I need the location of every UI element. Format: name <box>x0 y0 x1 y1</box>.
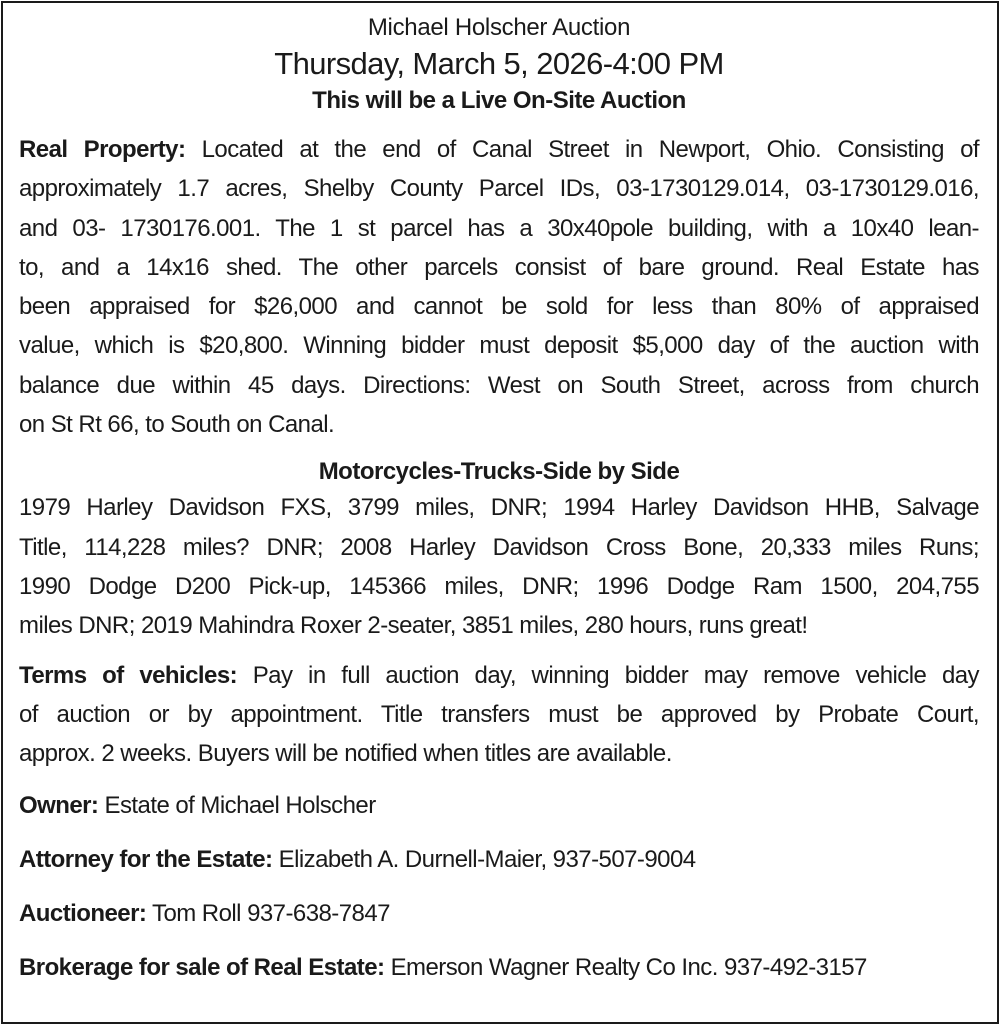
vehicles-line-2: Title, 114,228 miles? DNR; 2008 Harley Davidson Cross Bone, 20,333 miles Runs; <box>19 533 979 561</box>
real-property-line-2: approximately 1.7 acres, Shelby County Parcel IDs, 03-1730129.014, 03-1730129.016, <box>19 175 979 203</box>
brokerage-value: Emerson Wagner Realty Co Inc. 937-492-3157 <box>384 954 867 982</box>
owner-value: Estate of Michael Holscher <box>98 792 376 820</box>
owner-label: Owner: <box>19 792 99 820</box>
real-property-line-5: been appraised for $26,000 and cannot be sold for less than 80% of appraised <box>19 293 979 321</box>
real-property-line-8: on St Rt 66, to South on Canal. <box>19 411 335 439</box>
vehicles-line-1: 1979 Harley Davidson FXS, 3799 miles, DNR; 1994 Harley Davidson HHB, Salvage <box>19 494 979 522</box>
terms-line-2: of auction or by appointment. Title transfers must be approved by Probate Court, <box>19 700 979 728</box>
terms-line-3: approx. 2 weeks. Buyers will be notified when titles are available. <box>19 740 672 768</box>
auction-notice <box>19 12 979 987</box>
owner-line <box>19 786 979 825</box>
vehicles-line-4: miles DNR; 2019 Mahindra Roxer 2-seater, 3851 miles, 280 hours, runs great! <box>19 612 808 640</box>
attorney-label: Attorney for the Estate: <box>19 846 273 874</box>
terms-section <box>19 656 979 774</box>
auctioneer-label: Auctioneer: <box>19 900 147 928</box>
real-property-line-3: and 03- 1730176.001. The 1 st parcel has a 30x40pole building, with a 10x40 lean- <box>19 214 979 242</box>
vehicles-section <box>19 488 979 645</box>
attorney-value: Elizabeth A. Durnell-Maier, 937-507-9004 <box>272 846 696 874</box>
real-property-line-4: to, and a 14x16 shed. The other parcels consist of bare ground. Real Estate has <box>19 253 979 281</box>
auctioneer-line <box>19 894 979 933</box>
terms-label: Terms of vehicles: <box>19 661 238 689</box>
brokerage-label: Brokerage for sale of Real Estate: <box>19 954 385 982</box>
attorney-line <box>19 840 979 879</box>
vehicles-title: Motorcycles-Trucks-Side by Side <box>318 458 680 486</box>
brokerage-line <box>19 948 979 987</box>
auction-title: Michael Holscher Auction <box>367 14 631 41</box>
vehicles-line-3: 1990 Dodge D200 Pick-up, 145366 miles, DNR; 1996 Dodge Ram 1500, 204,755 <box>19 572 979 600</box>
real-property-line-7: balance due within 45 days. Directions: West on South Street, across from church <box>19 371 979 399</box>
real-property-section <box>19 130 979 444</box>
real-property-label: Real Property: <box>19 136 186 163</box>
auctioneer-value: Tom Roll 937-638-7847 <box>146 900 390 928</box>
real-property-line-1: Real Property: Located at the end of Canal Street in Newport, Ohio. Consisting of <box>19 136 979 163</box>
terms-line-1: Terms of vehicles: Pay in full auction day, winning bidder may remove vehicle day <box>19 661 979 689</box>
real-property-line-6: value, which is $20,800. Winning bidder must deposit $5,000 day of the auction with <box>19 332 979 360</box>
auction-date: Thursday, March 5, 2026-4:00 PM <box>274 46 724 81</box>
auction-type: This will be a Live On-Site Auction <box>312 87 686 114</box>
